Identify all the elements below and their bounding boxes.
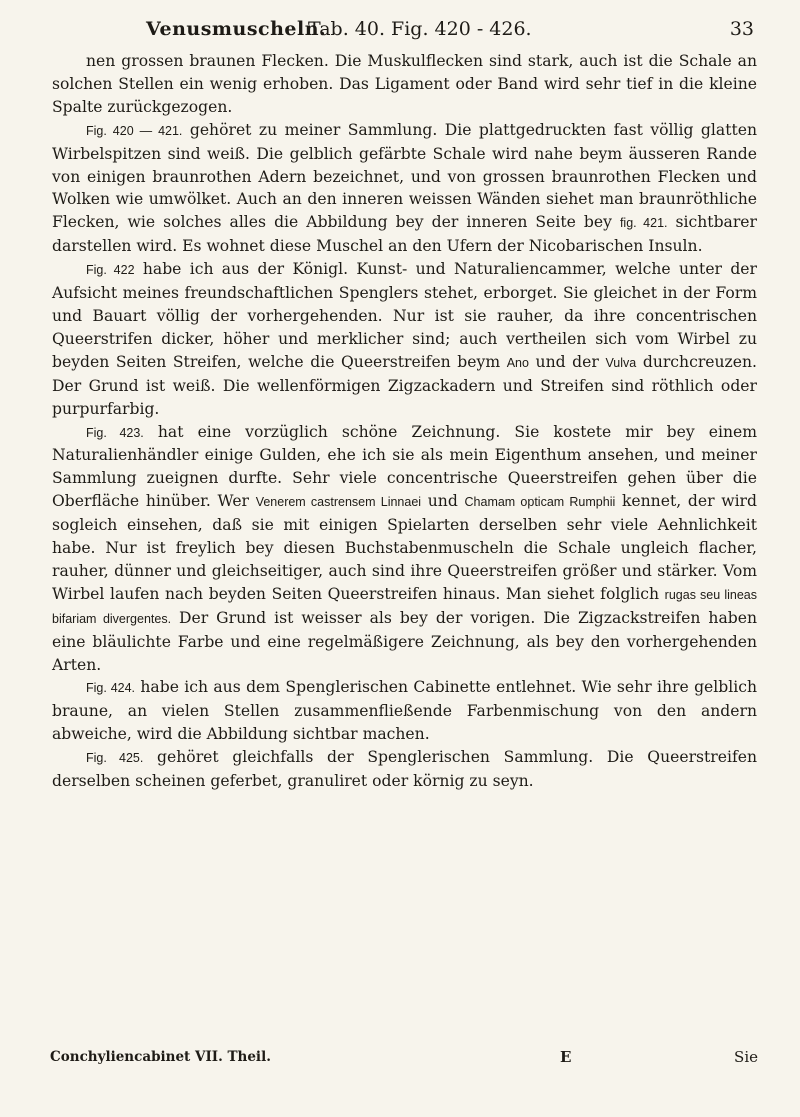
signature-mark: E <box>560 1048 572 1066</box>
latin-reference: rugas seu lineas bifariam divergentes. <box>52 587 757 626</box>
plate-reference: Tab. 40. Fig. 420 - 426. <box>308 18 532 40</box>
text-segment: kennet, der wird sogleich einsehen, daß sie mit einigen Spielarten derselben sehr viele Aehnlichkeit habe. Nur ist freylich bey diesen Buchstabenmuscheln die Schale ungleich flacher, rauher, dünner und gleichseitiger, auch sind ihre Queerstreifen größer und stärker. Vom Wirbel laufen nach beyden Seiten Queerstreifen hinaus. Man siehet folglich <box>52 492 757 603</box>
paragraph <box>52 50 757 119</box>
text-segment: gehöret zu meiner Sammlung. Die plattgedruckten fast völlig glatten Wirbelspitzen sind weiß. Die gelblich gefärbte Schale wird nahe beym äusseren Rande von einigen braunrothen Adern bezeichnet, und von grossen braunrothen Flecken und Wolken wie umwölket. Auch an den inneren weissen Wänden siehet man braunröthliche Flecken, wie solches alles die Abbildung bey der inneren Seite bey <box>52 120 757 232</box>
page-header <box>96 12 756 46</box>
catchword: Sie <box>734 1048 758 1066</box>
paragraph <box>52 676 757 746</box>
running-title: Venusmuscheln. <box>146 18 327 40</box>
page-footer <box>50 1045 758 1069</box>
latin-reference: Venerem castrensem Linnaei <box>255 495 422 510</box>
page-body <box>52 50 757 793</box>
text-segment: Der Grund ist weisser als bey der vorigen. Die Zigzackstreifen haben eine bläulichte Farbe und eine regelmäßigere Zeichnung, als bey den vorhergehenden Arten. <box>52 608 757 674</box>
text-segment: nen grossen braunen Flecken. Die Muskulflecken sind stark, auch ist die Schale an solchen Stellen ein wenig erhoben. Das Ligament oder Band wird sehr tief in die kleine Spalte zurückgezogen. <box>52 52 757 116</box>
text-segment: sichtbarer darstellen wird. Es wohnet diese Muschel an den Ufern der Nicobarischen Insuln. <box>52 213 757 256</box>
latin-reference: fig. 421. <box>619 216 668 231</box>
latin-reference: Chamam opticam Rumphii <box>464 495 616 510</box>
page-number: 33 <box>729 18 754 40</box>
text-segment: gehöret gleichfalls der Spenglerischen Sammlung. Die Queerstreifen derselben scheinen geferbet, granuliret oder körnig zu seyn. <box>52 748 758 791</box>
volume-title: Conchyliencabinet VII. Theil. <box>50 1049 271 1065</box>
text-segment: und <box>421 492 465 511</box>
text-segment: und der <box>528 352 606 371</box>
paragraph <box>52 258 757 420</box>
paragraph <box>52 119 757 258</box>
text-segment: durchcreuzen. Der Grund ist weiß. Die wellenförmigen Zigzackadern und Streifen sind röthlich oder purpurfarbig. <box>52 352 757 418</box>
latin-reference: Fig. 425. <box>86 751 144 766</box>
latin-reference: Fig. 424. <box>86 681 136 696</box>
latin-reference: Fig. 422 <box>86 263 135 278</box>
paragraph <box>52 746 757 793</box>
latin-reference: Vulva <box>605 355 637 370</box>
paragraph <box>52 421 757 677</box>
text-segment: habe ich aus dem Spenglerischen Cabinette entlehnet. Wie sehr ihre gelblich braune, an vielen Stellen zusammenfließende Farbenmischung von den andern abweiche, wird die Abbildung sichtbar machen. <box>52 678 757 744</box>
text-segment: habe ich aus der Königl. Kunst- und Naturaliencammer, welche unter der Aufsicht meines freundschaftlichen Spenglers stehet, erborget. Sie gleichet in der Form und Bauart völlig der vorhergehenden. Nur ist sie rauher, da ihre concentrischen Queerstrifen dicker, höher und merklicher sind; auch vertheilen sich vom Wirbel zu beyden Seiten Streifen, welche die Queerstreifen beym <box>52 260 757 371</box>
latin-reference: Fig. 420 — 421. <box>86 123 183 138</box>
latin-reference: Ano <box>506 355 529 370</box>
text-segment: hat eine vorzüglich schöne Zeichnung. Sie kostete mir bey einem Naturalienhändler einige Gulden, ehe ich sie als mein Eigenthum ansehen, und meiner Sammlung zueignen durfte. Sehr viele concentrische Queerstreifen gehen über die Oberfläche hinüber. Wer <box>52 422 758 511</box>
latin-reference: Fig. 423. <box>86 425 144 440</box>
